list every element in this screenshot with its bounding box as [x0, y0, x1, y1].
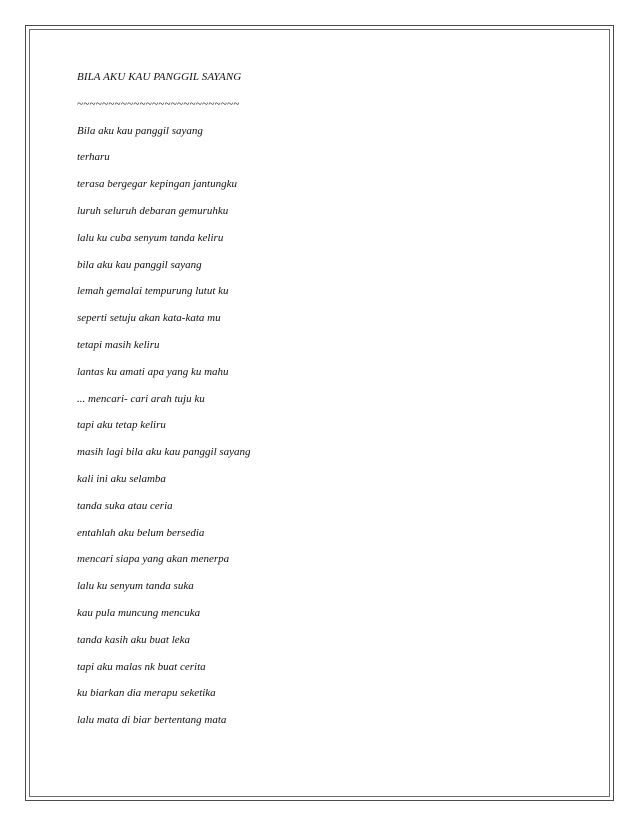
- poem-line: kali ini aku selamba: [77, 472, 166, 485]
- poem-line: ... mencari- cari arah tuju ku: [77, 392, 205, 405]
- poem-title: BILA AKU KAU PANGGIL SAYANG: [77, 71, 242, 83]
- poem-line: entahlah aku belum bersedia: [77, 526, 205, 539]
- poem-line: tapi aku malas nk buat cerita: [77, 660, 206, 673]
- poem-lines: [77, 124, 557, 740]
- poem-line: lantas ku amati apa yang ku mahu: [77, 365, 229, 378]
- poem-line: terharu: [77, 151, 110, 164]
- poem-line: bila aku kau panggil sayang: [77, 258, 202, 271]
- poem-line: ku biarkan dia merapu seketika: [77, 687, 216, 700]
- poem-line: seperti setuju akan kata-kata mu: [77, 312, 221, 325]
- poem-line: kau pula muncung mencuka: [77, 606, 201, 619]
- poem-line: terasa bergegar kepingan jantungku: [77, 178, 237, 191]
- poem-line: mencari siapa yang akan menerpa: [77, 553, 230, 566]
- poem-line: masih lagi bila aku kau panggil sayang: [77, 446, 251, 459]
- poem-body: [77, 70, 557, 740]
- poem-line: tanda suka atau ceria: [77, 499, 173, 512]
- poem-line: lalu ku cuba senyum tanda keliru: [77, 231, 224, 244]
- poem-line: lemah gemalai tempurung lutut ku: [77, 285, 229, 298]
- poem-line: tetapi masih keliru: [77, 338, 160, 351]
- poem-line: lalu ku senyum tanda suka: [77, 580, 194, 593]
- poem-line: Bila aku kau panggil sayang: [77, 124, 203, 137]
- title-separator: ~~~~~~~~~~~~~~~~~~~~~~~~~~: [77, 97, 240, 110]
- poem-line: luruh seluruh debaran gemuruhku: [77, 204, 229, 217]
- poem-line: tanda kasih aku buat leka: [77, 633, 191, 646]
- poem-line: lalu mata di biar bertentang mata: [77, 714, 227, 727]
- poem-line: tapi aku tetap keliru: [77, 419, 166, 432]
